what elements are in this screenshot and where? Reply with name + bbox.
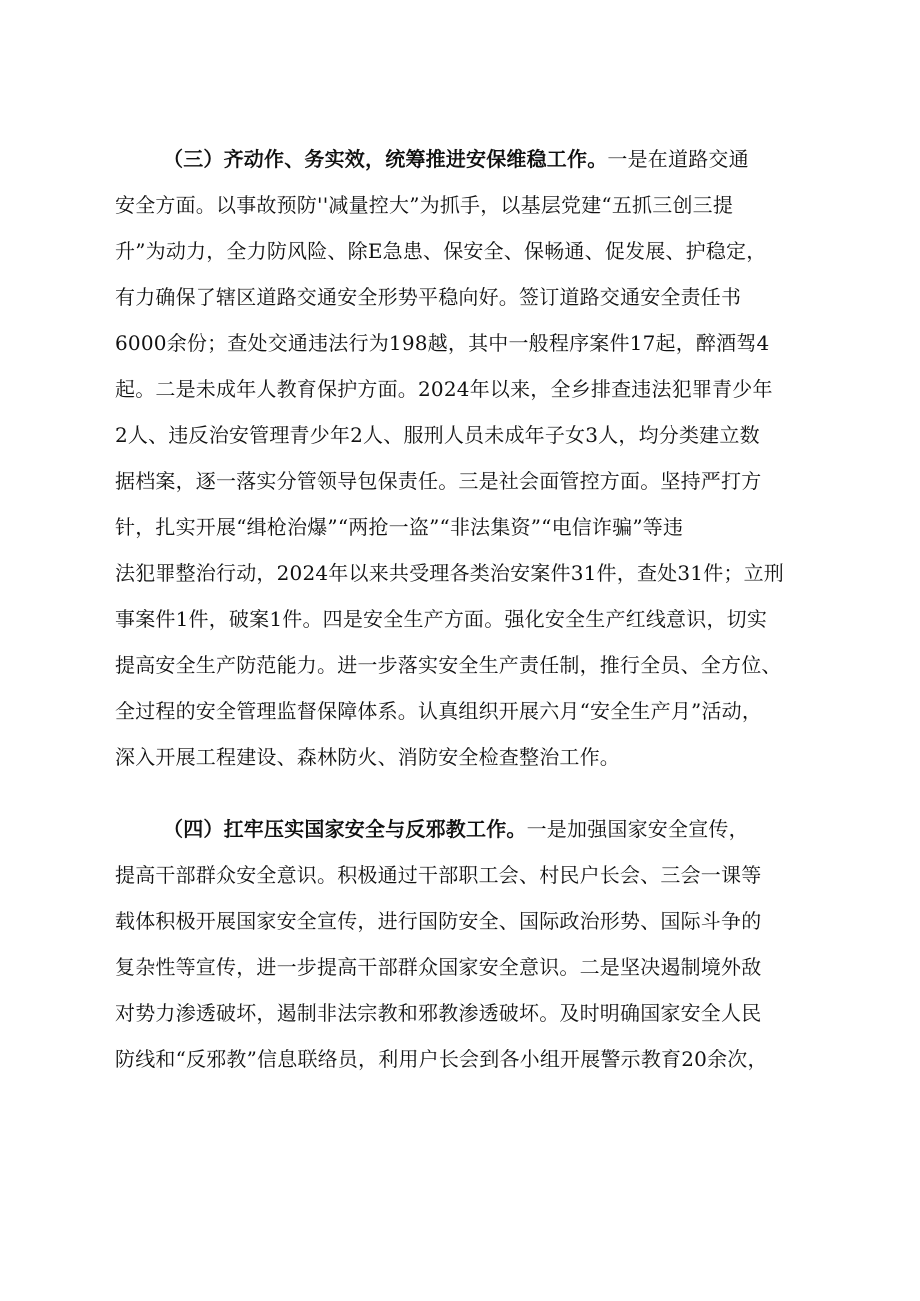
paragraph-line: 升”为动力，全力防风险、除E急患、保安全、保畅通、促发展、护稳定， <box>115 239 767 263</box>
paragraph-line: 6000余份；查处交通违法行为198越，其中一般程序案件17起，醉酒驾4 <box>115 331 770 355</box>
paragraph-line: 事案件1件，破案1件。四是安全生产方面。强化安全生产红线意识，切实 <box>115 607 768 631</box>
paragraph-line: 防线和“反邪教”信息联络员，利用户长会到各小组开展警示教育20余次， <box>115 1047 768 1071</box>
section-heading: （三）齐动作、务实效，统筹推进安保维稳工作。 <box>163 147 608 171</box>
paragraph-line: 提高干部群众安全意识。积极通过干部职工会、村民户长会、三会一课等 <box>115 863 762 887</box>
paragraph-line: 全过程的安全管理监督保障体系。认真组织开展六月“安全生产月”活动， <box>115 699 763 723</box>
paragraph-line <box>163 817 749 841</box>
paragraph-text: 一是在道路交通 <box>607 147 749 171</box>
paragraph-line: 法犯罪整治行动，2024年以来共受理各类治安案件31件，查处31件；立刑 <box>115 561 784 585</box>
paragraph-line: 复杂性等宣传，进一步提高干部群众国家安全意识。二是坚决遏制境外敌 <box>115 955 762 979</box>
paragraph-line: 提高安全生产防范能力。进一步落实安全生产责任制，推行全员、全方位、 <box>115 653 782 677</box>
paragraph-line: 针，扎实开展“缉枪治爆”“两抢一盗”“非法集资”“电信诈骗”等违 <box>115 515 684 539</box>
paragraph-line: 有力确保了辖区道路交通安全形势平稳向好。签订道路交通安全责任书 <box>115 285 742 309</box>
section-heading: （四）扛牢压实国家安全与反邪教工作。 <box>163 817 527 841</box>
paragraph-line: 安全方面。以事故预防''减量控大”为抓手，以基层党建“五抓三创三提 <box>115 193 734 217</box>
paragraph-line: 对势力渗透破坏，遏制非法宗教和邪教渗透破坏。及时明确国家安全人民 <box>115 1001 762 1025</box>
paragraph-text: 一是加强国家安全宣传， <box>526 817 749 841</box>
paragraph-line <box>163 147 749 171</box>
paragraph-line: 据档案，逐一落实分管领导包保责任。三是社会面管控方面。坚持严打方 <box>115 469 762 493</box>
paragraph-line: 2人、违反治安管理青少年2人、服刑人员未成年子女3人，均分类建立数 <box>115 423 760 447</box>
paragraph-line: 载体积极开展国家安全宣传，进行国防安全、国际政治形势、国际斗争的 <box>115 909 762 933</box>
paragraph-line: 起。二是未成年人教育保护方面。2024年以来，全乡排查违法犯罪青少年 <box>115 377 773 401</box>
paragraph-line: 深入开展工程建设、森林防火、消防安全检查整治工作。 <box>115 745 620 769</box>
